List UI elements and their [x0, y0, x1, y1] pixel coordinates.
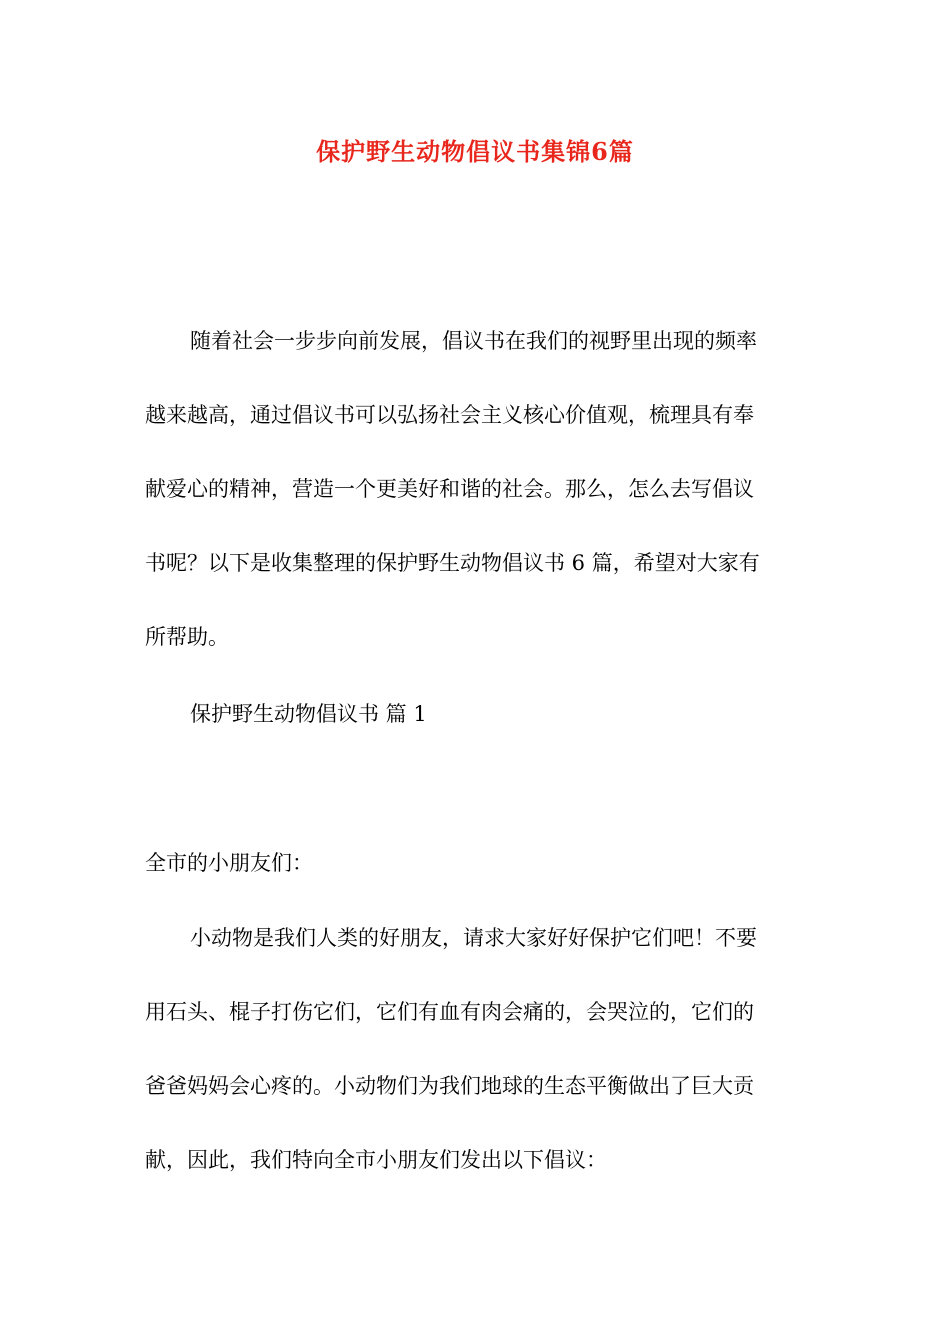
section-heading: 保护野生动物倡议书 篇 1 — [190, 702, 427, 726]
intro-line-5: 所帮助。 — [145, 625, 229, 649]
body-line-4: 献，因此，我们特向全市小朋友们发出以下倡议： — [145, 1148, 607, 1172]
document-title: 保护野生动物倡议书集锦6篇 — [316, 137, 634, 166]
intro-line-2: 越来越高，通过倡议书可以弘扬社会主义核心价值观，梳理具有奉 — [145, 403, 754, 427]
intro-line-1: 随着社会一步步向前发展，倡议书在我们的视野里出现的频率 — [190, 329, 757, 353]
body-line-1: 小动物是我们人类的好朋友，请求大家好好保护它们吧！不要 — [190, 926, 757, 950]
body-line-3: 爸爸妈妈会心疼的。小动物们为我们地球的生态平衡做出了巨大贡 — [145, 1074, 754, 1098]
salutation: 全市的小朋友们： — [145, 851, 313, 875]
body-line-2: 用石头、棍子打伤它们，它们有血有肉会痛的，会哭泣的，它们的 — [145, 1000, 754, 1024]
intro-line-3: 献爱心的精神，营造一个更美好和谐的社会。那么，怎么去写倡议 — [145, 477, 754, 501]
intro-line-4: 书呢？以下是收集整理的保护野生动物倡议书 6 篇，希望对大家有 — [145, 551, 760, 575]
